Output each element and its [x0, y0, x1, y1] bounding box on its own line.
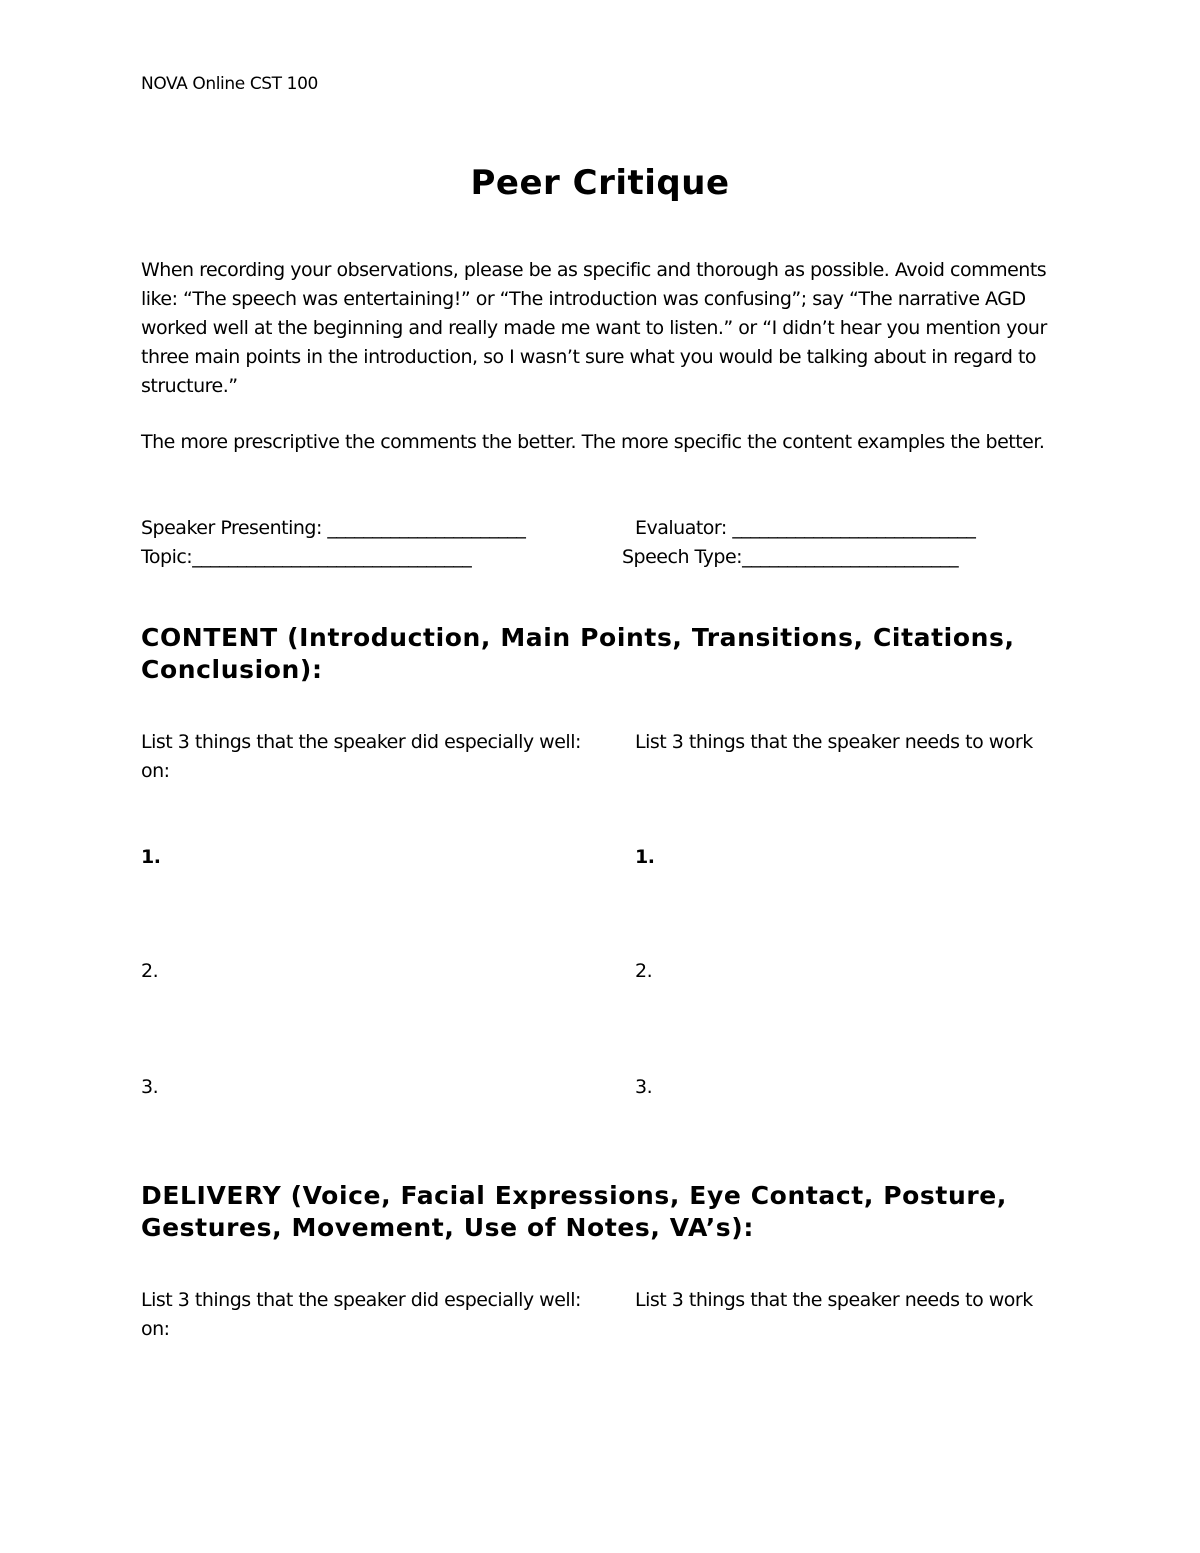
content-improvement-number-1: 1. — [635, 846, 655, 868]
content-section-heading: CONTENT (Introduction, Main Points, Transitions, Citations, Conclusion): — [141, 623, 1015, 684]
page-title: Peer Critique — [470, 163, 730, 203]
page-header: NOVA Online CST 100 — [141, 74, 318, 94]
evaluator-field: Evaluator: ___________________________ — [635, 517, 976, 539]
content-strength-number-2: 2. — [141, 960, 159, 982]
topic-field: Topic:_______________________________ — [141, 546, 472, 568]
speaker-presenting-field: Speaker Presenting: ______________________ — [141, 517, 526, 539]
guidance-paragraph: The more prescriptive the comments the better. The more specific the content examples the better. — [141, 431, 1045, 453]
content-strengths-prompt: List 3 things that the speaker did especially well: — [141, 731, 581, 753]
delivery-improvements-prompt: List 3 things that the speaker needs to work — [635, 1289, 1033, 1311]
content-improvement-number-2: 2. — [635, 960, 653, 982]
content-strength-number-1: 1. — [141, 846, 161, 868]
content-strength-number-3: 3. — [141, 1076, 159, 1098]
content-improvement-number-3: 3. — [635, 1076, 653, 1098]
intro-paragraph: When recording your observations, please be as specific and thorough as possible. Avoid comments like: “The speech was entertaining!” or “The introduction was confusing”; say “The narrative AGD worked well at the beginning and really made me want to listen.” or “I didn’t hear you mention your three main points in the introduction, so I wasn’t sure what you would be talking about in regard to structure.” — [141, 259, 1047, 397]
content-improvements-prompt: List 3 things that the speaker needs to work — [635, 731, 1033, 753]
delivery-strengths-prompt: List 3 things that the speaker did especially well: — [141, 1289, 581, 1311]
delivery-prompt-continuation: on: — [141, 1318, 170, 1340]
speech-type-field: Speech Type:________________________ — [622, 546, 959, 568]
delivery-section-heading: DELIVERY (Voice, Facial Expressions, Eye Contact, Posture, Gestures, Movement, Use of Notes, VA’s): — [141, 1181, 1007, 1242]
content-prompt-continuation: on: — [141, 760, 170, 782]
